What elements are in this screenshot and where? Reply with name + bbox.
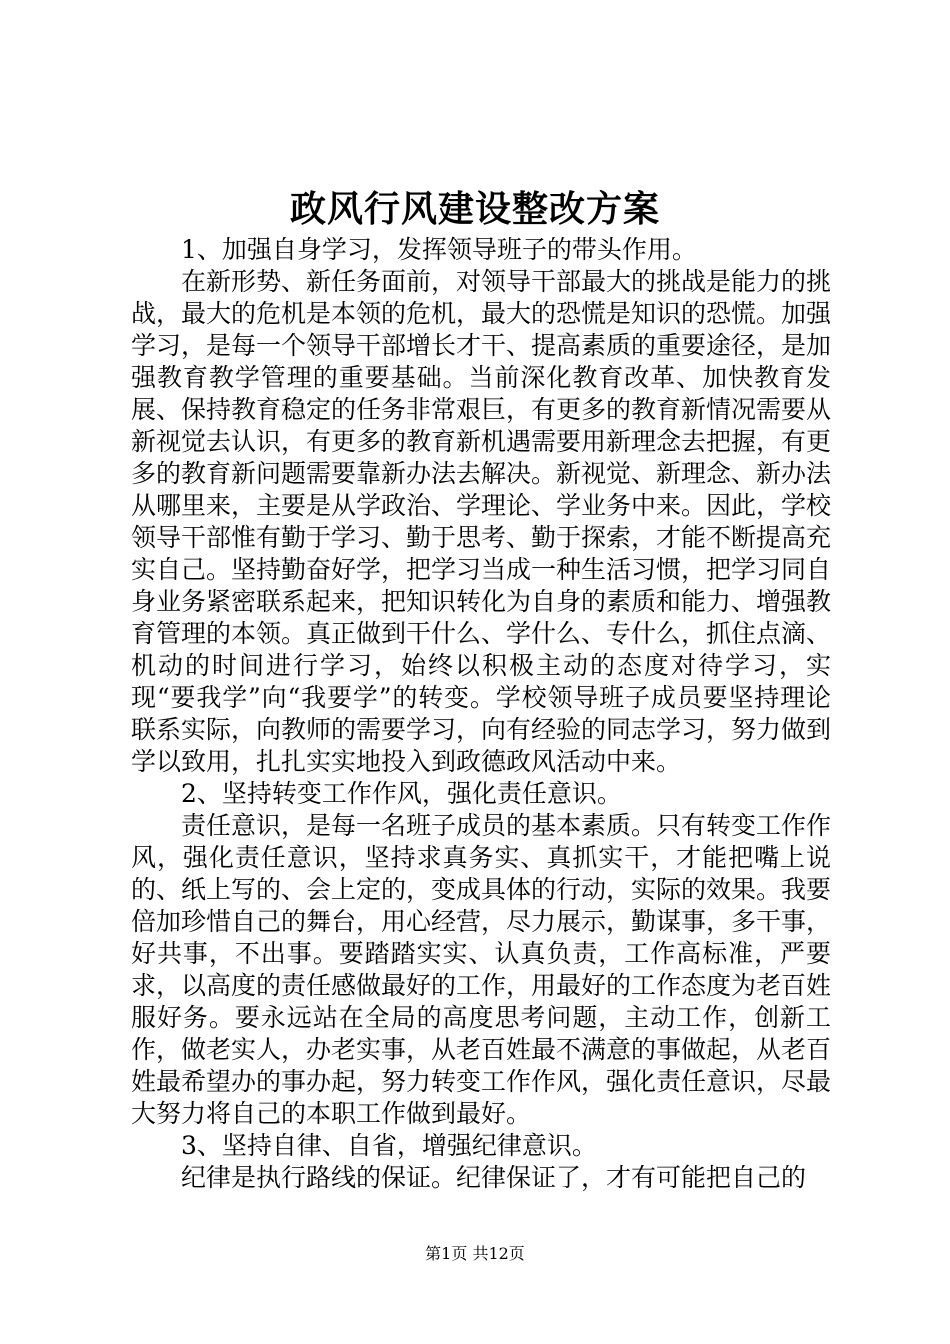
section-heading-2: 2、坚持转变工作作风，强化责任意识。 [181,779,622,808]
body-paragraph-3: 纪律是执行路线的保证。纪律保证了，才有可能把自己的 [181,1163,807,1192]
page-footer: 第1页 共12页 [425,1244,525,1263]
section-heading-1: 1、加强自身学习，发挥领导班子的带头作用。 [181,235,697,264]
section-heading-3: 3、坚持自律、自省，增强纪律意识。 [181,1131,597,1160]
body-paragraph-2: 责任意识，是每一名班子成员的基本素质。只有转变工作作风，强化责任意识，坚持求真务实、真抓实干，才能把嘴上说的、纸上写的、会上定的，变成具体的行动，实际的效果。我要倍加珍惜自己的舞台，用心经营，尽力展示，勤谋事，多干事，好共事，不出事。要踏踏实实、认真负责，工作高标准，严要求，以高度的责任感做最好的工作，用最好的工作态度为老百姓服好务。要永远站在全局的高度思考问题，主动工作，创新工作，做老实人，办老实事，从老百姓最不满意的事做起，从老百姓最希望办的事办起，努力转变工作作风，强化责任意识，尽最大努力将自己的本职工作做到最好。 [131,811,832,1128]
document-title: 政风行风建设整改方案 [289,188,660,230]
document-body [131,234,831,1194]
body-paragraph-1: 在新形势、新任务面前，对领导干部最大的挑战是能力的挑战，最大的危机是本领的危机，最大的恐慌是知识的恐慌。加强学习，是每一个领导干部增长才干、提高素质的重要途径，是加强教育教学管理的重要基础。当前深化教育改革、加快教育发展、保持教育稳定的任务非常艰巨，有更多的教育新情况需要从新视觉去认识，有更多的教育新机遇需要用新理念去把握，有更多的教育新问题需要靠新办法去解决。新视觉、新理念、新办法从哪里来，主要是从学政治、学理论、学业务中来。因此，学校领导干部惟有勤于学习、勤于思考、勤于探索，才能不断提高充实自己。坚持勤奋好学，把学习当成一种生活习惯，把学习同自身业务紧密联系起来，把知识转化为自身的素质和能力、增强教育管理的本领。真正做到干什么、学什么、专什么，抓住点滴、机动的时间进行学习，始终以积极主动的态度对待学习，实现“要我学”向“我要学”的转变。学校领导班子成员要坚持理论联系实际，向教师的需要学习，向有经验的同志学习，努力做到学以致用，扎扎实实地投入到政德政风活动中来。 [131,267,832,776]
